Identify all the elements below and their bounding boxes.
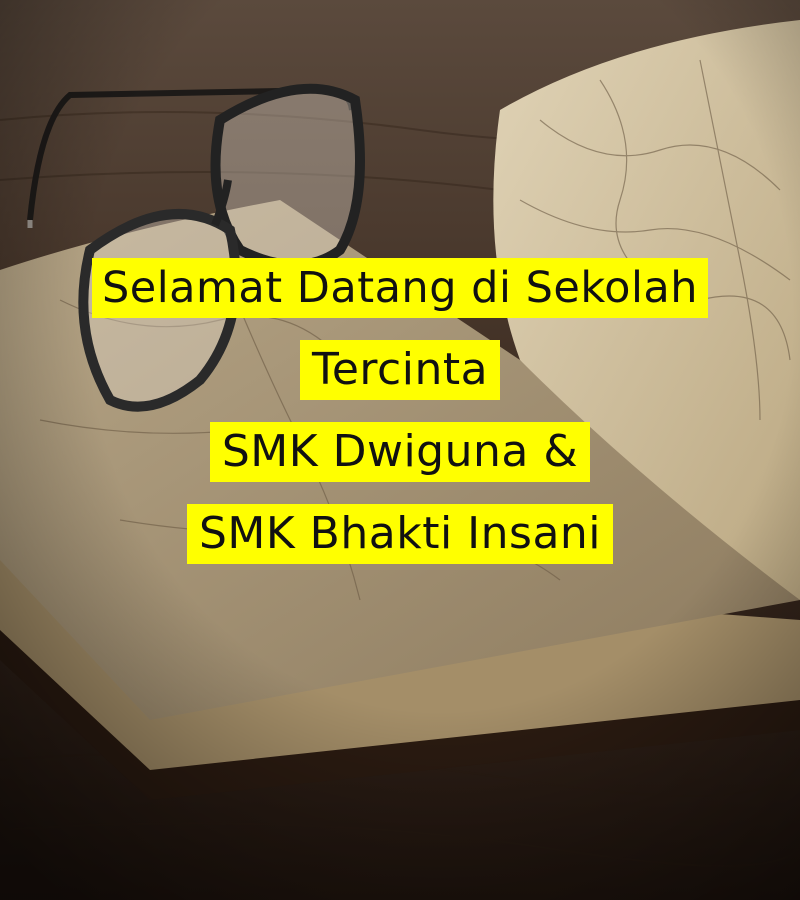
welcome-text-block (0, 258, 800, 586)
school-name-1: SMK Dwiguna & (210, 422, 590, 482)
school-name-2: SMK Bhakti Insani (187, 504, 613, 564)
welcome-line-2: Tercinta (300, 340, 500, 400)
welcome-line-1: Selamat Datang di Sekolah (92, 258, 708, 318)
